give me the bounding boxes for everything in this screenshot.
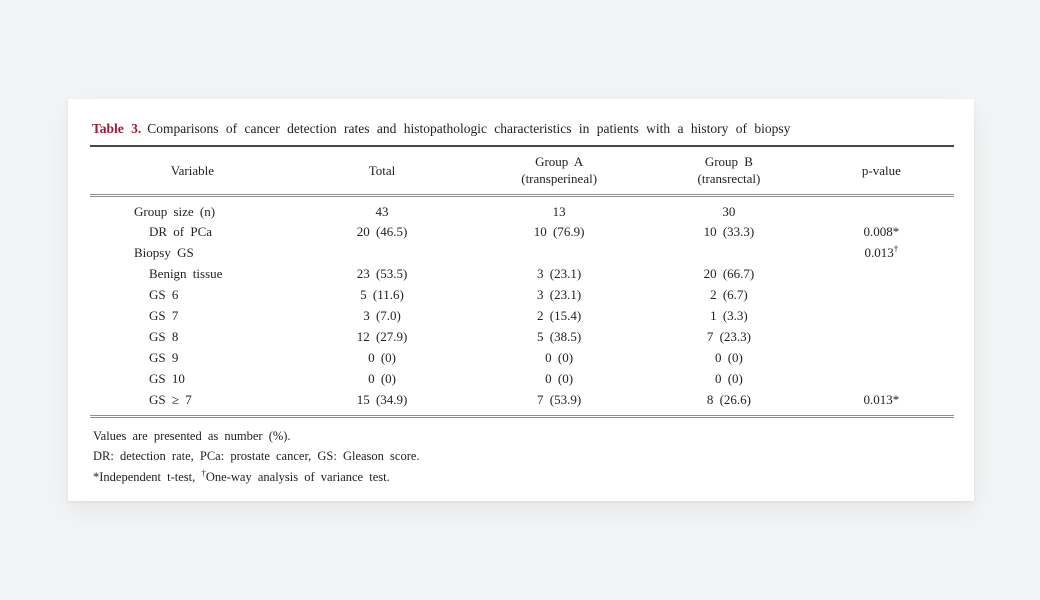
footnote-tests [93, 467, 954, 488]
column-header-group-a [469, 147, 649, 195]
row-value [809, 195, 954, 222]
table-row [90, 222, 954, 243]
row-value: 10 (76.9) [533, 224, 585, 240]
row-value: 2 (6.7) [710, 287, 748, 303]
dagger-symbol: † [893, 243, 899, 254]
row-label: Group size (n) [134, 203, 216, 219]
footnote-tests-post: One-way analysis of variance test. [205, 469, 390, 484]
row-value: 1 (3.3) [710, 308, 748, 324]
column-header-sub: (transperineal) [521, 171, 598, 187]
dagger-symbol: † [201, 467, 206, 478]
table-row [90, 264, 954, 285]
column-header-sub: (transrectal) [697, 171, 761, 187]
column-header-label: p-value [861, 162, 901, 178]
header-row [90, 147, 954, 195]
row-label: GS 8 [149, 328, 179, 344]
row-label: GS ≥ 7 [149, 391, 192, 407]
table-row [90, 285, 954, 306]
table-bottom-rule [90, 415, 954, 418]
row-value [295, 243, 470, 264]
table-body [90, 195, 954, 411]
row-value [649, 243, 809, 264]
row-label: GS 10 [149, 370, 185, 386]
row-value [809, 348, 954, 369]
column-header-label: Group A [535, 154, 584, 170]
column-header-variable [90, 147, 295, 195]
column-header-label: Total [368, 162, 396, 178]
table-row [90, 327, 954, 348]
row-value: 20 (66.7) [703, 266, 755, 282]
column-header-label: Variable [170, 162, 215, 178]
table-title [90, 121, 954, 137]
table-row [90, 243, 954, 264]
card-content [68, 99, 974, 487]
table-row [90, 348, 954, 369]
row-value [469, 243, 649, 264]
row-value: 10 (33.3) [703, 224, 755, 240]
row-label: GS 6 [149, 287, 179, 303]
row-value [809, 264, 954, 285]
row-value: 3 (23.1) [537, 287, 582, 303]
row-value: 0 (0) [368, 349, 396, 365]
footnote-values: Values are presented as number (%). [93, 428, 291, 443]
row-value: 3 (7.0) [363, 308, 401, 324]
row-value: 5 (11.6) [360, 287, 404, 303]
row-value: 23 (53.5) [356, 266, 408, 282]
comparison-table [90, 147, 954, 411]
table-row [90, 369, 954, 390]
row-value: 0.013† [864, 243, 899, 261]
column-header-total [295, 147, 470, 195]
footnotes [90, 426, 954, 488]
row-value: 30 [722, 203, 736, 219]
row-value: 3 (23.1) [537, 266, 582, 282]
row-label: GS 7 [149, 308, 179, 324]
row-value: 2 (15.4) [537, 308, 582, 324]
table-title-text: Comparisons of cancer detection rates and histopathologic characteristics in patients with a history of biopsy [147, 121, 791, 136]
table-row [90, 195, 954, 222]
row-value: 0.013* [863, 391, 900, 407]
row-value: 0 (0) [545, 370, 574, 386]
column-header-p-value [809, 147, 954, 195]
row-value [809, 306, 954, 327]
footnote-abbreviations: DR: detection rate, PCa: prostate cancer, GS: Gleason score. [93, 449, 420, 464]
row-value: 15 (34.9) [356, 391, 408, 407]
row-value: 5 (38.5) [537, 328, 582, 344]
row-value: 7 (53.9) [537, 391, 582, 407]
column-header-label: Group B [704, 154, 753, 170]
row-value: 0 (0) [714, 370, 743, 386]
row-label: Biopsy GS [134, 245, 194, 261]
column-header-group-b [649, 147, 809, 195]
row-label: DR of PCa [149, 224, 213, 240]
row-value [809, 327, 954, 348]
row-value: 20 (46.5) [356, 224, 408, 240]
row-value: 0 (0) [545, 349, 574, 365]
table-row [90, 306, 954, 327]
row-value: 13 [552, 203, 566, 219]
row-value: 43 [375, 203, 389, 219]
row-value: 0.008* [863, 224, 900, 240]
row-value: 0 (0) [714, 349, 743, 365]
paper-table-card [68, 99, 974, 501]
row-value: 0 (0) [368, 370, 396, 386]
row-value: 12 (27.9) [356, 328, 408, 344]
row-value [809, 285, 954, 306]
row-value: 8 (26.6) [706, 391, 751, 407]
row-label: Benign tissue [149, 266, 223, 282]
row-value: 7 (23.3) [706, 328, 751, 344]
table-row [90, 390, 954, 411]
footnote-tests-pre: *Independent t-test, [93, 469, 202, 484]
table-header [90, 147, 954, 195]
row-value [809, 369, 954, 390]
table-title-label: Table 3. [92, 121, 142, 136]
row-label: GS 9 [149, 349, 179, 365]
